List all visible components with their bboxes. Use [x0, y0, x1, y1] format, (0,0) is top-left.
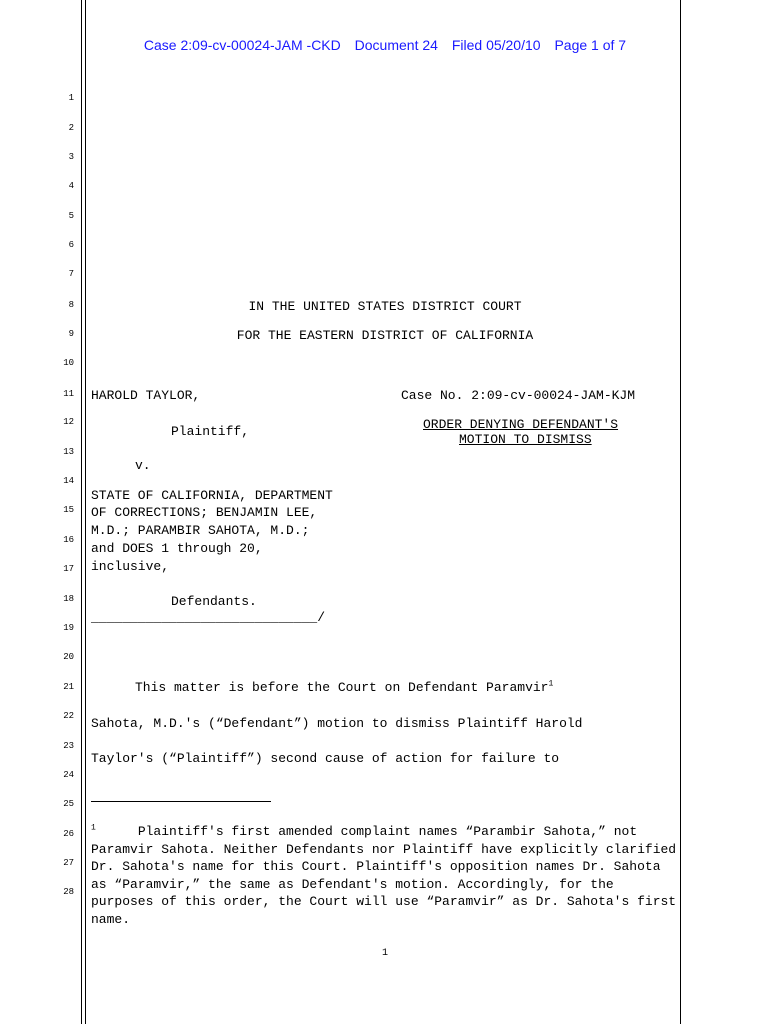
order-title-line2: MOTION TO DISMISS [459, 432, 592, 447]
body-line-1 [135, 679, 553, 697]
footnote-marker: 1 [91, 823, 96, 833]
footnote [91, 823, 681, 929]
versus: v. [135, 458, 151, 473]
ecf-header [0, 37, 770, 53]
line-number: 24 [63, 770, 74, 780]
header-case: Case 2:09-cv-00024-JAM -CKD [143, 37, 341, 53]
line-number: 15 [63, 505, 74, 515]
line-number: 14 [63, 476, 74, 486]
footnote-separator [91, 801, 271, 802]
line-number: 17 [63, 564, 74, 574]
line-number: 22 [63, 711, 74, 721]
plaintiff-name: HAROLD TAYLOR, [91, 388, 201, 403]
line-number: 5 [68, 211, 74, 221]
line-number: 16 [63, 535, 74, 545]
line-number: 25 [63, 799, 74, 809]
line-number: 12 [63, 417, 74, 427]
page-number: 1 [381, 948, 388, 959]
line-number: 7 [68, 269, 74, 279]
line-number: 21 [63, 682, 74, 692]
plaintiff-label: Plaintiff, [171, 424, 250, 439]
line-number: 28 [63, 887, 74, 897]
line-number: 9 [68, 329, 74, 339]
defendants-line: inclusive, [91, 559, 170, 574]
header-filed: Filed 05/20/10 [451, 37, 541, 53]
line-number: 18 [63, 594, 74, 604]
footnote-text-rest: Sahota,” not Paramvir Sahota. Neither Defendants nor Plaintiff have explicitly clarified Dr. Sahota's name for this Court. Plaintiff's opposition names Dr. Sahota as “Paramvir,” the same as Defendant's motion. Accordingly, for the purposes of this order, the Court will use “Paramvir” as Dr. Sahota's first name. [91, 824, 677, 927]
line-number: 1 [68, 93, 74, 103]
court-name: IN THE UNITED STATES DISTRICT COURT [248, 299, 522, 314]
left-margin-rule-inner [85, 0, 86, 1024]
line-number: 11 [63, 389, 74, 399]
defendants-line: OF CORRECTIONS; BENJAMIN LEE, [91, 505, 318, 520]
line-number: 19 [63, 623, 74, 633]
caption-divider: _____________________________/ [91, 610, 326, 625]
body-line-2: Sahota, M.D.'s (“Defendant”) motion to dismiss Plaintiff Harold [91, 716, 583, 731]
line-number: 2 [68, 123, 74, 133]
defendants-line: STATE OF CALIFORNIA, DEPARTMENT [91, 488, 333, 503]
line-number: 6 [68, 240, 74, 250]
defendants-label: Defendants. [171, 594, 257, 609]
line-number: 13 [63, 447, 74, 457]
left-margin-rule-outer [81, 0, 82, 1024]
line-number: 20 [63, 652, 74, 662]
line-number: 26 [63, 829, 74, 839]
footnote-text-first: Plaintiff's first amended complaint names “Parambir [137, 824, 536, 839]
line-number: 3 [68, 152, 74, 162]
body-line-3: Taylor's (“Plaintiff”) second cause of action for failure to [91, 751, 560, 766]
defendants-line: and DOES 1 through 20, [91, 541, 263, 556]
case-number: Case No. 2:09-cv-00024-JAM-KJM [401, 388, 636, 403]
defendants-line: M.D.; PARAMBIR SAHOTA, M.D.; [91, 523, 310, 538]
court-district: FOR THE EASTERN DISTRICT OF CALIFORNIA [236, 328, 534, 343]
line-number: 23 [63, 741, 74, 751]
line-number: 27 [63, 858, 74, 868]
order-title-line1: ORDER DENYING DEFENDANT'S [423, 417, 619, 432]
line-number: 4 [68, 181, 74, 191]
body-text: This matter is before the Court on Defendant Paramvir [135, 680, 549, 695]
line-number: 8 [68, 300, 74, 310]
line-number: 10 [63, 358, 74, 368]
header-page: Page 1 of 7 [554, 37, 627, 53]
footnote-reference: 1 [548, 679, 554, 689]
header-document: Document 24 [354, 37, 438, 53]
